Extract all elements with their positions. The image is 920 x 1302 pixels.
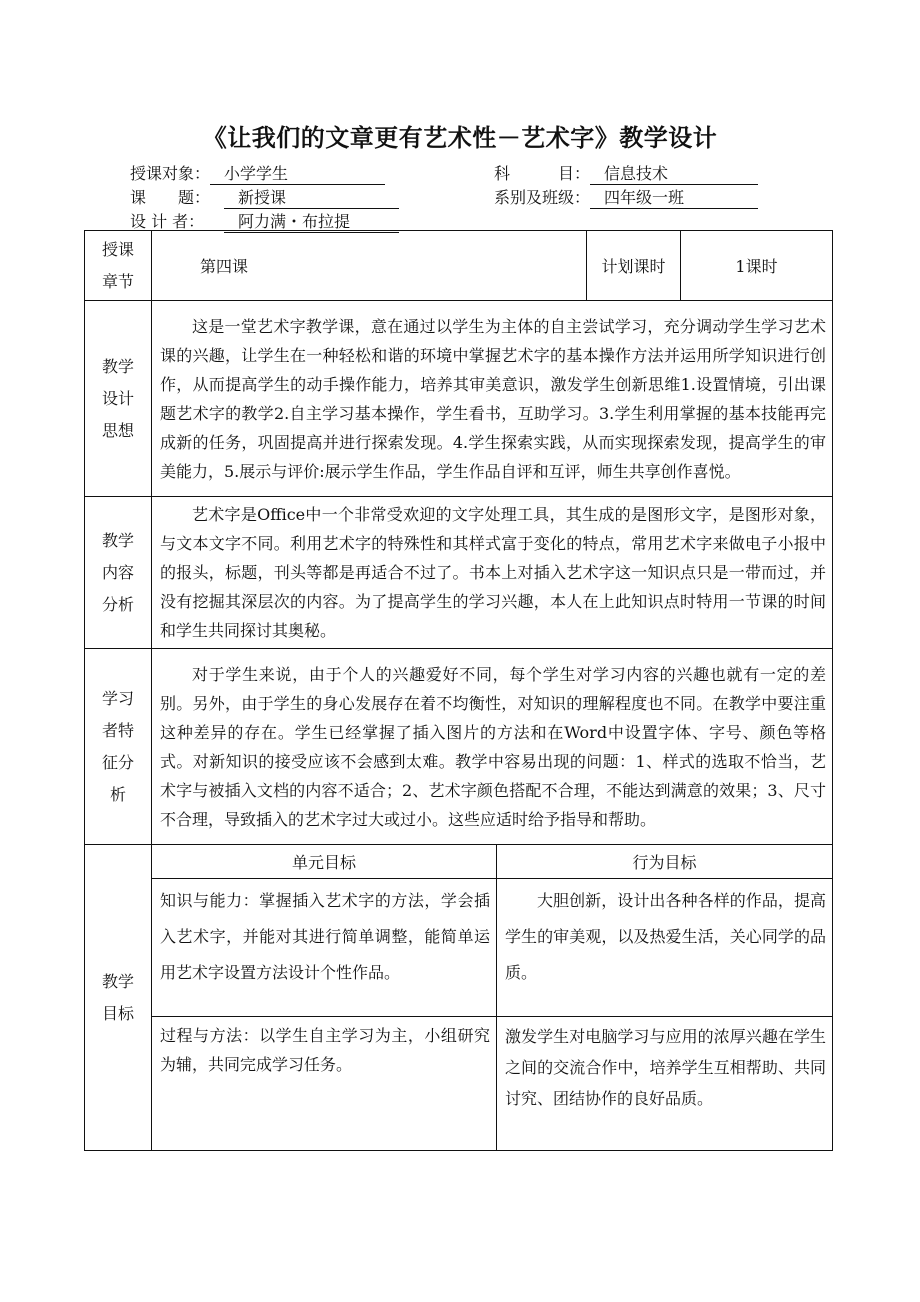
knowledge-goal: 知识与能力：掌握插入艺术字的方法，学会插入艺术字，并能对其进行简单调整，能简单运用艺术字设置方法设计个性作品。 (152, 879, 497, 1017)
hours-value: 1课时 (681, 231, 833, 301)
chapter-label: 授课章节 (85, 231, 152, 301)
subject-label: 科 目： (494, 164, 591, 183)
designer-label: 设 计 者： (130, 212, 205, 231)
meta-class (494, 186, 758, 210)
design-label: 教学设计思想 (85, 301, 152, 497)
behavior-goal-2: 激发学生对电脑学习与应用的浓厚兴趣在学生之间的交流合作中，培养学生互相帮助、共同讨究、团结协作的良好品质。 (497, 1017, 833, 1151)
class-label: 系别及班级： (494, 188, 591, 207)
behavior-goal-header: 行为目标 (497, 845, 833, 879)
class-value: 四年级一班 (590, 188, 758, 209)
goals-knowledge-row (85, 879, 833, 1017)
topic-label: 课 题： (130, 188, 211, 207)
chapter-value: 第四课 (152, 231, 587, 301)
chapter-row (85, 231, 833, 301)
hours-label: 计划课时 (587, 231, 681, 301)
meta-topic (130, 186, 399, 210)
designer-value: 阿力满・布拉提 (224, 212, 399, 233)
goals-label: 教学目标 (85, 845, 152, 1151)
document-title: 《让我们的文章更有艺术性－艺术字》教学设计 (202, 124, 718, 152)
behavior-goal-1: 大胆创新，设计出各种各样的作品，提高学生的审美观，以及热爱生活，关心同学的品质。 (497, 879, 833, 1017)
audience-value: 小学学生 (210, 164, 385, 185)
meta-subject (494, 162, 758, 186)
process-goal: 过程与方法：以学生自主学习为主，小组研究为辅，共同完成学习任务。 (152, 1017, 497, 1151)
learner-row (85, 649, 833, 845)
content-row (85, 497, 833, 649)
subject-value: 信息技术 (590, 164, 758, 185)
meta-audience (130, 162, 385, 186)
unit-goal-header: 单元目标 (152, 845, 497, 879)
topic-value: 新授课 (224, 188, 399, 209)
learner-label: 学习者特征分析 (85, 649, 152, 845)
audience-label: 授课对象： (130, 164, 211, 183)
content-text: 艺术字是Office中一个非常受欢迎的文字处理工具，其生成的是图形文字，是图形对象，与文本文字不同。利用艺术字的特殊性和其样式富于变化的特点，常用艺术字来做电子小报中的报头，标题，刊头等都是再适合不过了。书本上对插入艺术字这一知识点只是一带而过，并没有挖掘其深层次的内容。为了提高学生的学习兴趣，本人在上此知识点时特用一节课的时间和学生共同探讨其奥秘。 (152, 497, 833, 649)
goals-header-row (85, 845, 833, 879)
goals-process-row (85, 1017, 833, 1151)
content-label: 教学内容分析 (85, 497, 152, 649)
design-text: 这是一堂艺术字教学课，意在通过以学生为主体的自主尝试学习，充分调动学生学习艺术课的兴趣，让学生在一种轻松和谐的环境中掌握艺术字的基本操作方法并运用所学知识进行创作，从而提高学生的动手操作能力，培养其审美意识，激发学生创新思维1.设置情境，引出课题艺术字的教学2.自主学习基本操作，学生看书，互助学习。3.学生利用掌握的基本技能再完成新的任务，巩固提高并进行探索发现。4.学生探索实践，从而实现探索发现，提高学生的审美能力，5.展示与评价:展示学生作品，学生作品自评和互评，师生共享创作喜悦。 (152, 301, 833, 497)
design-row (85, 301, 833, 497)
lesson-plan-table (84, 230, 833, 1151)
learner-text: 对于学生来说，由于个人的兴趣爱好不同，每个学生对学习内容的兴趣也就有一定的差别。另外，由于学生的身心发展存在着不均衡性，对知识的理解程度也不同。在教学中要注重这种差异的存在。学生已经掌握了插入图片的方法和在Word中设置字体、字号、颜色等格式。对新知识的接受应该不会感到太难。教学中容易出现的问题：1、样式的选取不恰当，艺术字与被插入文档的内容不适合；2、艺术字颜色搭配不合理，不能达到满意的效果；3、尺寸不合理，导致插入的艺术字过大或过小。这些应适时给予指导和帮助。 (152, 649, 833, 845)
